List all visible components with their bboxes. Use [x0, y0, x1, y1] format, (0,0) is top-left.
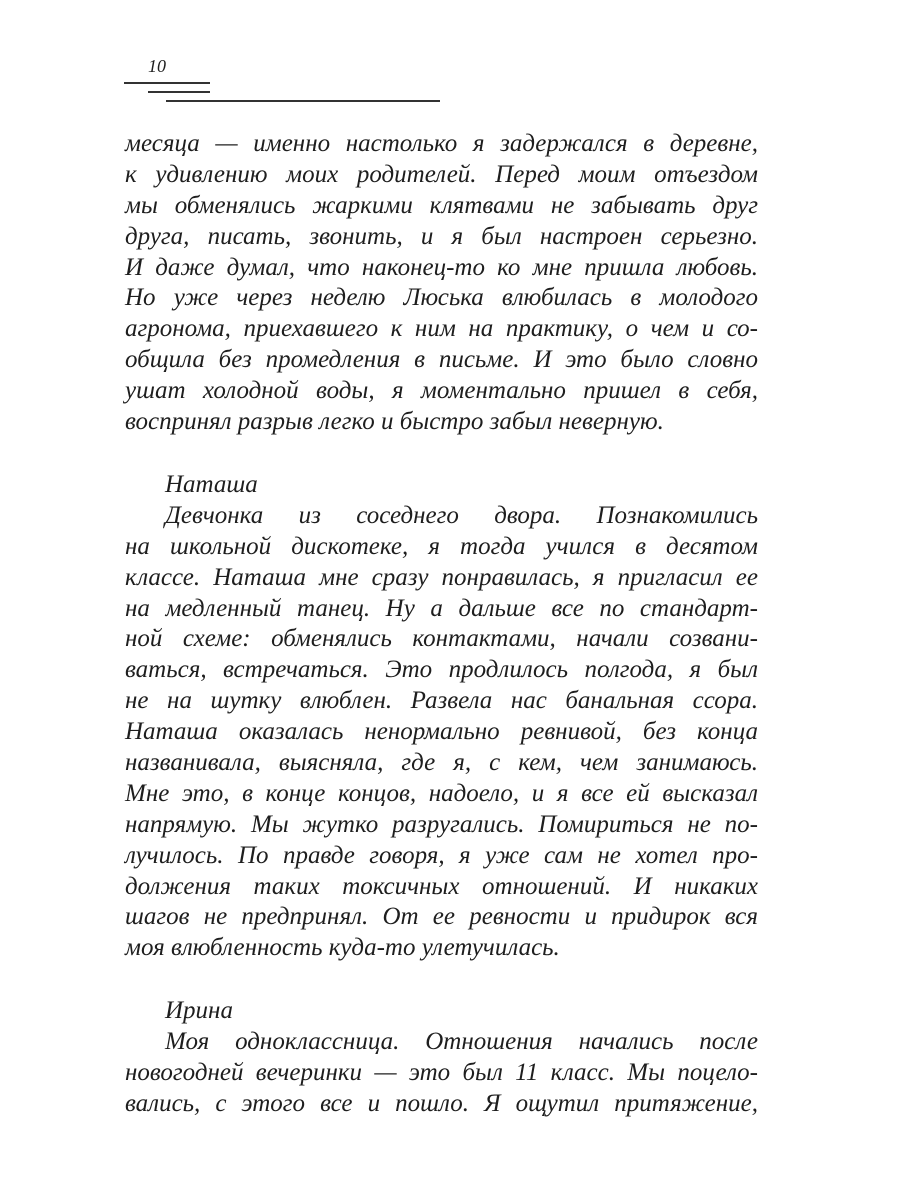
section-irina — [125, 996, 758, 1120]
section-heading: Наташа — [165, 471, 258, 498]
text-line: Но уже через неделю Люська влюбилась в молодого — [125, 284, 758, 312]
section-natasha — [125, 470, 758, 964]
text-line: мы обменялись жаркими клятвами не забывать друг — [125, 191, 758, 219]
text-line: на медленный танец. Ну а дальше все по стандарт- — [125, 594, 758, 622]
text-line: Моя одноклассница. Отношения начались после — [165, 1027, 758, 1055]
text-line: ушат холодной воды, я моментально пришел в себя, — [125, 377, 758, 405]
text-line: названивала, выясняла, где я, с кем, чем занимаюсь. — [125, 749, 758, 777]
text-line: месяца — именно настолько я задержался в деревне, — [125, 130, 758, 157]
text-line: на школьной дискотеке, я тогда учился в десятом — [125, 532, 758, 560]
section-heading: Ирина — [165, 997, 233, 1024]
text-line: вались, с этого все и пошло. Я ощутил притяжение, — [125, 1089, 758, 1117]
text-line: агронома, приехавшего к ним на практику, о чем и со- — [125, 315, 758, 343]
text-line: не на шутку влюблен. Развела нас банальная ссора. — [125, 687, 758, 715]
header-rule-1 — [124, 82, 210, 84]
text-line: лучилось. По правде говоря, я уже сам не хотел про- — [125, 841, 758, 869]
page-number: 10 — [148, 56, 166, 76]
text-line: И даже думал, что наконец-то ко мне пришла любовь. — [125, 253, 758, 281]
text-line: новогодней вечеринки — это был 11 класс. Мы поцело- — [125, 1058, 758, 1086]
text-line: шагов не предпринял. От ее ревности и придирок вся — [125, 903, 758, 931]
text-line: воспринял разрыв легко и быстро забыл неверную. — [125, 408, 664, 436]
text-line: к удивлению моих родителей. Перед моим отъездом — [125, 160, 758, 188]
text-line: Мне это, в конце концов, надоело, и я все ей высказал — [125, 779, 758, 807]
text-line: Девчонка из соседнего двора. Познакомились — [165, 501, 758, 529]
text-line: общила без промедления в письме. И это было словно — [125, 346, 758, 374]
paragraph-intro — [125, 129, 758, 438]
text-line: классе. Наташа мне сразу понравилась, я пригласил ее — [125, 563, 758, 591]
text-line: Наташа оказалась ненормально ревнивой, без конца — [125, 718, 758, 746]
header-rule-2 — [148, 91, 210, 93]
text-line: ваться, встречаться. Это продлилось полгода, я был — [125, 656, 758, 684]
header-rule-3 — [166, 100, 440, 102]
text-line: друга, писать, звонить, и я был настроен серьезно. — [125, 222, 758, 250]
text-line: моя влюбленность куда-то улетучилась. — [125, 934, 560, 962]
text-line: напрямую. Мы жутко разругались. Помириться не по- — [125, 810, 758, 838]
text-line: ной схеме: обменялись контактами, начали созвани- — [125, 625, 758, 653]
text-line: должения таких токсичных отношений. И никаких — [125, 872, 758, 900]
